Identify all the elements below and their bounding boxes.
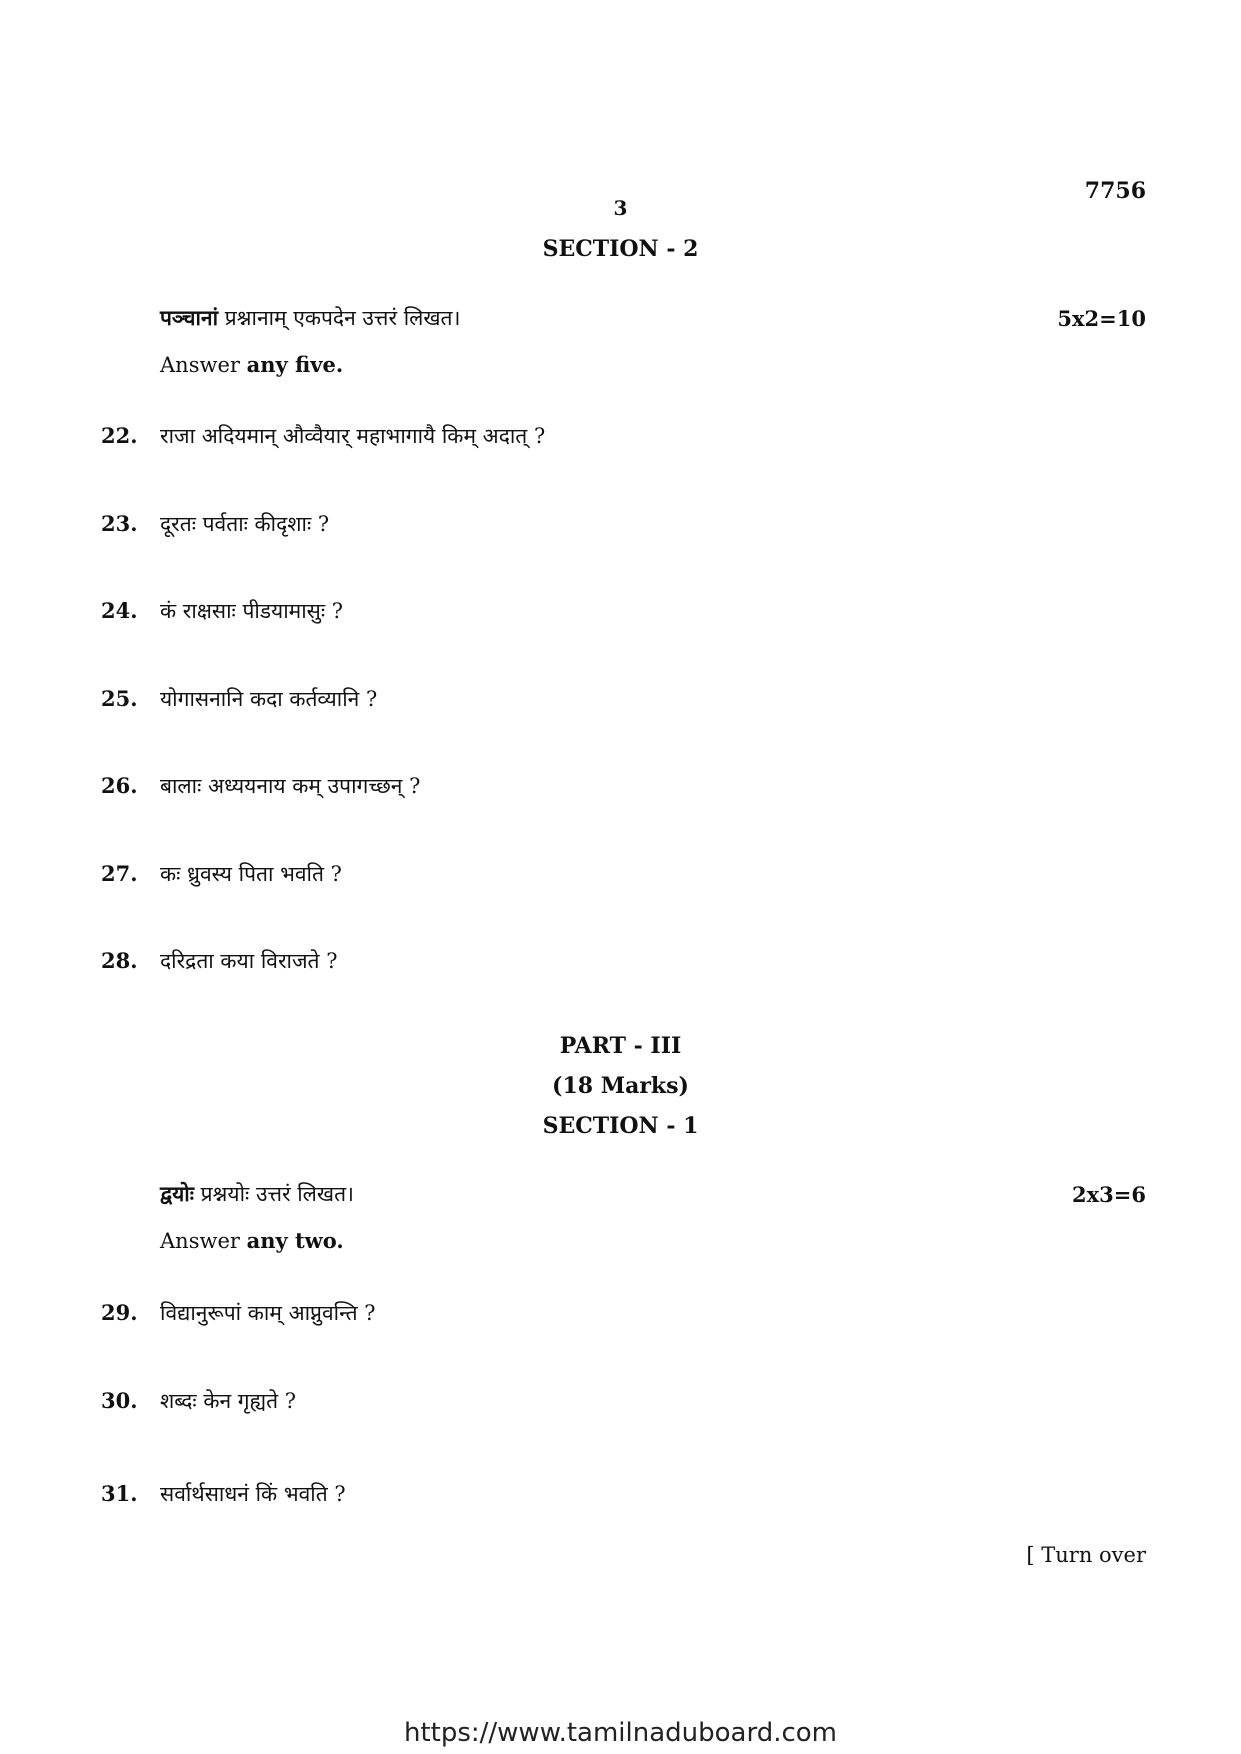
instruction-text: प्रश्नयोः उत्तरं लिखत। bbox=[193, 1182, 355, 1206]
part-3-section-1-title: SECTION - 1 bbox=[542, 1113, 699, 1139]
instruction-bold-word: द्वयोः bbox=[160, 1181, 194, 1206]
question-number: 24. bbox=[101, 598, 138, 623]
question-number: 26. bbox=[101, 773, 138, 798]
section-2-marks: 5x2=10 bbox=[1057, 306, 1146, 331]
turn-over-note: [ Turn over bbox=[1026, 1543, 1146, 1567]
question-text: कं राक्षसाः पीडयामासुः ? bbox=[160, 599, 344, 623]
question-text: बालाः अध्ययनाय कम् उपागच्छन् ? bbox=[160, 774, 421, 798]
page-number: 3 bbox=[613, 196, 628, 220]
instruction-text: प्रश्नानाम् एकपदेन उत्तरं लिखत। bbox=[218, 306, 461, 330]
question-26 bbox=[101, 772, 420, 800]
section-2-title: SECTION - 2 bbox=[542, 236, 699, 262]
question-text: शब्दः केन गृह्यते ? bbox=[160, 1389, 297, 1413]
section-2-instruction bbox=[160, 304, 461, 332]
question-number: 22. bbox=[101, 423, 138, 448]
question-27 bbox=[101, 860, 342, 888]
part-3-english-instruction bbox=[160, 1228, 344, 1253]
english-prefix: Answer bbox=[160, 1229, 247, 1253]
question-text: राजा अदियमान् औव्वैयार् महाभागायै किम् अदात् ? bbox=[160, 424, 546, 448]
instruction-bold-word: पञ्चानां bbox=[160, 305, 219, 330]
question-number: 30. bbox=[101, 1388, 138, 1413]
question-31 bbox=[101, 1480, 346, 1508]
question-text: कः ध्रुवस्य पिता भवति ? bbox=[160, 862, 342, 886]
part-3-marks: (18 Marks) bbox=[552, 1073, 689, 1099]
question-number: 25. bbox=[101, 686, 138, 711]
question-text: दूरतः पर्वताः कीदृशाः ? bbox=[160, 512, 330, 536]
question-22 bbox=[101, 422, 545, 450]
question-text: दरिद्रता कया विराजते ? bbox=[160, 949, 338, 973]
english-prefix: Answer bbox=[160, 353, 247, 377]
website-url: https://www.tamilnaduboard.com bbox=[403, 1718, 838, 1748]
question-30 bbox=[101, 1387, 296, 1415]
english-bold: any five. bbox=[246, 352, 344, 377]
question-number: 23. bbox=[101, 511, 138, 536]
question-number: 31. bbox=[101, 1481, 138, 1506]
question-28 bbox=[101, 947, 337, 975]
part-3-marks-scheme: 2x3=6 bbox=[1072, 1182, 1146, 1207]
section-2-english-instruction bbox=[160, 352, 343, 377]
question-text: विद्यानुरूपां काम् आप्नुवन्ति ? bbox=[160, 1301, 376, 1325]
question-23 bbox=[101, 510, 329, 538]
english-bold: any two. bbox=[246, 1228, 344, 1253]
question-29 bbox=[101, 1299, 376, 1327]
question-text: सर्वार्थसाधनं किं भवति ? bbox=[160, 1482, 346, 1506]
question-24 bbox=[101, 597, 343, 625]
question-number: 27. bbox=[101, 861, 138, 886]
question-number: 29. bbox=[101, 1300, 138, 1325]
question-25 bbox=[101, 685, 377, 713]
question-text: योगासनानि कदा कर्तव्यानि ? bbox=[160, 687, 378, 711]
part-3-title: PART - III bbox=[559, 1033, 682, 1059]
paper-code: 7756 bbox=[1084, 178, 1146, 204]
part-3-instruction bbox=[160, 1180, 354, 1208]
question-number: 28. bbox=[101, 948, 138, 973]
